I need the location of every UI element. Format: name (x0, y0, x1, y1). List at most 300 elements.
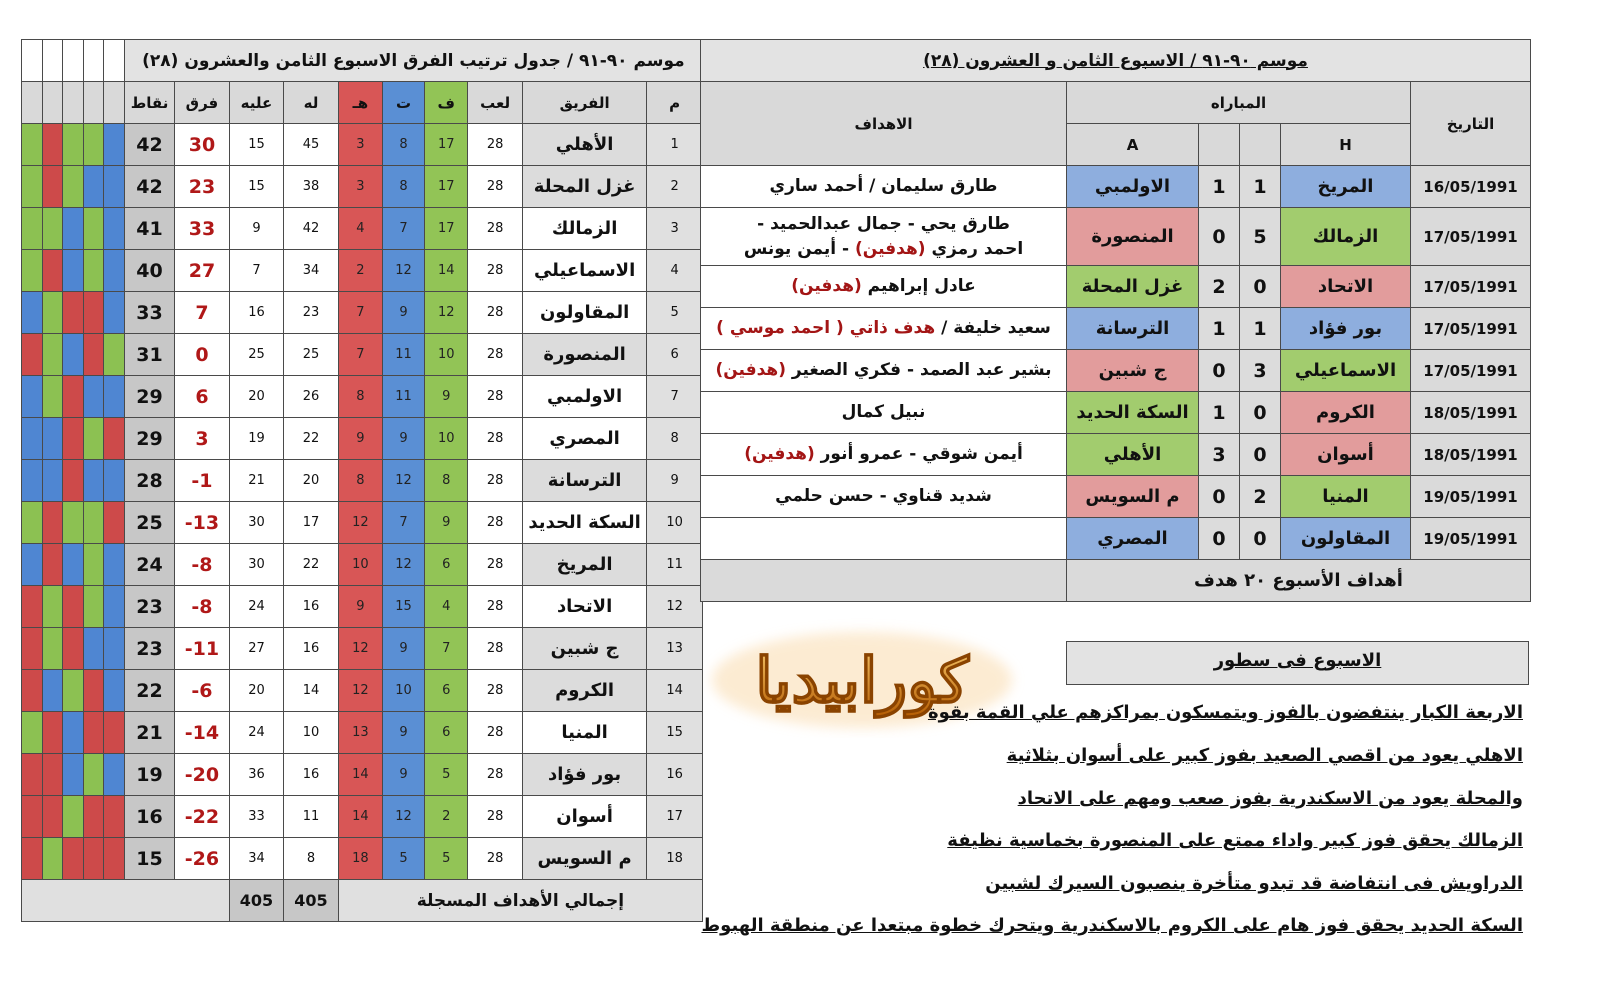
form-indicator (104, 628, 125, 670)
form-indicator (83, 628, 104, 670)
standings-row (22, 628, 703, 670)
header-date: التاريخ (1411, 82, 1531, 166)
form-indicator (63, 796, 84, 838)
team-won: 2 (425, 796, 468, 838)
team-played: 28 (468, 544, 523, 586)
team-won: 6 (425, 712, 468, 754)
headline-3: والمحلة يعود من الاسكندرية بفوز صعب ومهم على الاتحاد (1017, 788, 1523, 809)
standings-row (22, 796, 703, 838)
team-points: 23 (124, 628, 174, 670)
team-drawn: 9 (382, 292, 424, 334)
home-team: المريخ (1281, 166, 1411, 208)
match-date: 16/05/1991 (1411, 166, 1531, 208)
match-row (701, 434, 1531, 476)
form-indicator (63, 670, 84, 712)
team-goals-against: 16 (229, 292, 284, 334)
team-name: الاولمبي (522, 376, 646, 418)
team-won: 5 (425, 754, 468, 796)
logo-text: كورابيديا (755, 644, 969, 717)
team-played: 28 (468, 796, 523, 838)
standings-row (22, 166, 703, 208)
match-goals (701, 518, 1067, 560)
team-won: 6 (425, 670, 468, 712)
team-goals-for: 23 (284, 292, 339, 334)
team-lost: 3 (338, 166, 382, 208)
form-indicator (22, 418, 43, 460)
team-name: الاسماعيلي (522, 250, 646, 292)
header-against: عليه (229, 82, 284, 124)
team-name: الاتحاد (522, 586, 646, 628)
header-home-score (1240, 124, 1281, 166)
team-lost: 12 (338, 502, 382, 544)
form-indicator (42, 628, 63, 670)
standings-row (22, 208, 703, 250)
team-goals-against: 25 (229, 334, 284, 376)
team-drawn: 10 (382, 670, 424, 712)
standings-row (22, 250, 703, 292)
week-in-lines-title: الاسبوع فى سطور (1213, 650, 1382, 671)
form-indicator (104, 376, 125, 418)
form-indicator (22, 586, 43, 628)
form-indicator (42, 166, 63, 208)
team-won: 5 (425, 838, 468, 880)
form-indicator (63, 292, 84, 334)
team-goals-for: 11 (284, 796, 339, 838)
match-row (701, 392, 1531, 434)
form-indicator (104, 670, 125, 712)
goals-text: أيمن شوقي - عمرو أنور (814, 444, 1023, 465)
team-name: الأهلي (522, 124, 646, 166)
goals-highlight-line2: (هدفين) (855, 238, 926, 259)
match-date: 19/05/1991 (1411, 476, 1531, 518)
team-goal-diff: -11 (175, 628, 230, 670)
standings-row (22, 376, 703, 418)
team-played: 28 (468, 712, 523, 754)
team-goal-diff: 27 (175, 250, 230, 292)
standings-row (22, 712, 703, 754)
team-goals-against: 24 (229, 586, 284, 628)
team-drawn: 9 (382, 628, 424, 670)
form-indicator (22, 334, 43, 376)
team-goals-against: 36 (229, 754, 284, 796)
form-indicator (83, 544, 104, 586)
team-name: المصري (522, 418, 646, 460)
standings-table (21, 39, 703, 922)
standings-row (22, 586, 703, 628)
team-name: الزمالك (522, 208, 646, 250)
form-indicator (63, 628, 84, 670)
team-drawn: 7 (382, 502, 424, 544)
form-header-cell (42, 82, 63, 124)
team-goal-diff: 7 (175, 292, 230, 334)
home-team: المقاولون (1281, 518, 1411, 560)
team-won: 17 (425, 208, 468, 250)
form-indicator (63, 418, 84, 460)
team-goals-for: 34 (284, 250, 339, 292)
standings-total-row (22, 880, 703, 922)
match-row (701, 166, 1531, 208)
header-rank: م (647, 82, 703, 124)
header-team: الفريق (522, 82, 646, 124)
team-drawn: 11 (382, 334, 424, 376)
team-goal-diff: -6 (175, 670, 230, 712)
headline-6: السكة الحديد يحقق فوز هام على الكروم بالاسكندرية ويتحرك خطوة مبتعدا عن منطقة الهبوط (701, 915, 1523, 936)
standings-row (22, 124, 703, 166)
form-indicator (22, 460, 43, 502)
goals-highlight: (هدفين) (791, 276, 862, 297)
team-drawn: 8 (382, 124, 424, 166)
team-goals-for: 22 (284, 544, 339, 586)
form-header-cell (63, 40, 84, 82)
team-goal-diff: -1 (175, 460, 230, 502)
team-points: 42 (124, 166, 174, 208)
form-indicator (83, 796, 104, 838)
team-goal-diff: 3 (175, 418, 230, 460)
form-header-cell (83, 82, 104, 124)
standings-row (22, 502, 703, 544)
team-lost: 2 (338, 250, 382, 292)
team-rank: 18 (647, 838, 703, 880)
team-goals-for: 25 (284, 334, 339, 376)
home-score: 1 (1240, 308, 1281, 350)
form-indicator (42, 418, 63, 460)
away-team: المصري (1067, 518, 1199, 560)
team-rank: 15 (647, 712, 703, 754)
form-indicator (42, 838, 63, 880)
team-rank: 17 (647, 796, 703, 838)
team-won: 10 (425, 418, 468, 460)
team-points: 41 (124, 208, 174, 250)
team-won: 17 (425, 124, 468, 166)
match-goals (701, 434, 1067, 476)
team-lost: 8 (338, 376, 382, 418)
week-goals: أهداف الأسبوع ٢٠ هدف (1067, 560, 1531, 602)
team-played: 28 (468, 838, 523, 880)
standings-row (22, 418, 703, 460)
form-indicator (22, 754, 43, 796)
form-indicator (22, 208, 43, 250)
form-indicator (83, 460, 104, 502)
team-drawn: 9 (382, 418, 424, 460)
team-goals-for: 8 (284, 838, 339, 880)
match-date: 17/05/1991 (1411, 208, 1531, 266)
team-rank: 13 (647, 628, 703, 670)
form-indicator (42, 460, 63, 502)
team-goals-for: 10 (284, 712, 339, 754)
team-goal-diff: 0 (175, 334, 230, 376)
match-date: 17/05/1991 (1411, 350, 1531, 392)
standings-row (22, 292, 703, 334)
away-score: 1 (1199, 392, 1240, 434)
team-name: المقاولون (522, 292, 646, 334)
team-goals-for: 22 (284, 418, 339, 460)
form-indicator (104, 418, 125, 460)
match-date: 18/05/1991 (1411, 392, 1531, 434)
team-points: 42 (124, 124, 174, 166)
team-lost: 13 (338, 712, 382, 754)
headline-4: الزمالك يحقق فوز كبير واداء ممتع على المنصورة بخماسية نظيفة (947, 830, 1523, 851)
standings-row (22, 460, 703, 502)
form-indicator (63, 166, 84, 208)
home-score: 0 (1240, 434, 1281, 476)
total-against: 405 (229, 880, 284, 922)
team-goals-for: 45 (284, 124, 339, 166)
form-indicator (22, 838, 43, 880)
team-rank: 11 (647, 544, 703, 586)
match-row (701, 266, 1531, 308)
form-indicator (42, 502, 63, 544)
team-goal-diff: -8 (175, 586, 230, 628)
team-won: 7 (425, 628, 468, 670)
header-drawn: ت (382, 82, 424, 124)
team-lost: 18 (338, 838, 382, 880)
match-goals (701, 208, 1067, 266)
home-score: 1 (1240, 166, 1281, 208)
team-lost: 9 (338, 586, 382, 628)
team-rank: 3 (647, 208, 703, 250)
team-drawn: 12 (382, 460, 424, 502)
form-indicator (63, 544, 84, 586)
away-score: 0 (1199, 518, 1240, 560)
team-played: 28 (468, 754, 523, 796)
results-title: موسم ٩٠-٩١ / الاسبوع الثامن و العشرون (٢٨) (701, 40, 1531, 82)
goals-highlight: (هدفين) (715, 360, 786, 381)
headline-5: الدراويش فى انتفاضة قد تبدو متأخرة ينصبون السيرك لشبين (985, 873, 1523, 894)
team-points: 24 (124, 544, 174, 586)
away-team: الترسانة (1067, 308, 1199, 350)
form-indicator (42, 250, 63, 292)
form-indicator (83, 250, 104, 292)
team-rank: 2 (647, 166, 703, 208)
team-lost: 14 (338, 754, 382, 796)
home-team: الزمالك (1281, 208, 1411, 266)
standings-row (22, 334, 703, 376)
team-name: بور فؤاد (522, 754, 646, 796)
goals-text: طارق يحي - جمال عبدالحميد - (757, 213, 1010, 234)
form-indicator (83, 334, 104, 376)
form-header-cell (83, 40, 104, 82)
team-rank: 6 (647, 334, 703, 376)
form-indicator (83, 838, 104, 880)
team-goal-diff: -13 (175, 502, 230, 544)
team-lost: 12 (338, 628, 382, 670)
team-played: 28 (468, 166, 523, 208)
form-header-cell (42, 40, 63, 82)
away-team: ج شبين (1067, 350, 1199, 392)
form-header-cell (104, 40, 125, 82)
team-rank: 14 (647, 670, 703, 712)
team-goals-for: 14 (284, 670, 339, 712)
team-name: المنصورة (522, 334, 646, 376)
form-indicator (83, 124, 104, 166)
team-played: 28 (468, 628, 523, 670)
team-points: 28 (124, 460, 174, 502)
form-indicator (83, 418, 104, 460)
team-goals-against: 21 (229, 460, 284, 502)
goals-text: سعيد خليفة / (935, 318, 1051, 339)
team-played: 28 (468, 334, 523, 376)
header-for: له (284, 82, 339, 124)
week-in-lines-box (1066, 641, 1529, 685)
total-label: إجمالي الأهداف المسجلة (338, 880, 702, 922)
team-lost: 14 (338, 796, 382, 838)
away-score: 0 (1199, 208, 1240, 266)
match-goals (701, 392, 1067, 434)
team-goal-diff: -26 (175, 838, 230, 880)
team-points: 22 (124, 670, 174, 712)
team-won: 10 (425, 334, 468, 376)
match-row (701, 476, 1531, 518)
team-drawn: 9 (382, 754, 424, 796)
week-goals-row (701, 560, 1531, 602)
form-indicator (104, 292, 125, 334)
team-rank: 5 (647, 292, 703, 334)
away-score: 2 (1199, 266, 1240, 308)
team-goals-against: 27 (229, 628, 284, 670)
team-won: 14 (425, 250, 468, 292)
team-won: 9 (425, 502, 468, 544)
team-won: 17 (425, 166, 468, 208)
team-name: م السويس (522, 838, 646, 880)
team-goals-for: 16 (284, 754, 339, 796)
form-indicator (42, 376, 63, 418)
team-points: 19 (124, 754, 174, 796)
away-team: المنصورة (1067, 208, 1199, 266)
home-score: 0 (1240, 518, 1281, 560)
form-indicator (104, 334, 125, 376)
team-goals-for: 16 (284, 628, 339, 670)
team-goals-against: 19 (229, 418, 284, 460)
match-date: 17/05/1991 (1411, 266, 1531, 308)
goals-text: نبيل كمال (841, 402, 926, 423)
team-goal-diff: 6 (175, 376, 230, 418)
standings-row (22, 544, 703, 586)
team-drawn: 15 (382, 586, 424, 628)
team-goal-diff: -22 (175, 796, 230, 838)
home-team: الاسماعيلي (1281, 350, 1411, 392)
form-indicator (83, 292, 104, 334)
form-indicator (42, 586, 63, 628)
team-rank: 12 (647, 586, 703, 628)
team-goal-diff: -8 (175, 544, 230, 586)
team-name: السكة الحديد (522, 502, 646, 544)
team-won: 12 (425, 292, 468, 334)
form-indicator (22, 712, 43, 754)
goals-highlight: (هدفين) (744, 444, 815, 465)
team-goals-against: 7 (229, 250, 284, 292)
form-indicator (63, 334, 84, 376)
form-indicator (63, 376, 84, 418)
form-indicator (22, 124, 43, 166)
team-drawn: 7 (382, 208, 424, 250)
week-goals-blank (701, 560, 1067, 602)
match-goals (701, 166, 1067, 208)
form-indicator (22, 502, 43, 544)
away-score: 3 (1199, 434, 1240, 476)
form-indicator (22, 250, 43, 292)
match-row (701, 350, 1531, 392)
standings-title: موسم ٩٠-٩١ / جدول ترتيب الفرق الاسبوع الثامن والعشرون (٢٨) (124, 40, 702, 82)
match-goals (701, 350, 1067, 392)
headline-1: الاربعة الكبار ينتفضون بالفوز ويتمسكون بمراكزهم علي القمة بقوة (927, 702, 1523, 723)
team-name: المنيا (522, 712, 646, 754)
header-won: ف (425, 82, 468, 124)
form-indicator (104, 208, 125, 250)
header-diff: فرق (175, 82, 230, 124)
team-name: غزل المحلة (522, 166, 646, 208)
away-team: م السويس (1067, 476, 1199, 518)
form-indicator (42, 334, 63, 376)
team-rank: 1 (647, 124, 703, 166)
team-points: 29 (124, 418, 174, 460)
match-row (701, 308, 1531, 350)
team-rank: 10 (647, 502, 703, 544)
header-goals: الاهداف (701, 82, 1067, 166)
form-indicator (42, 670, 63, 712)
home-team: بور فؤاد (1281, 308, 1411, 350)
header-match: المباراه (1067, 82, 1411, 124)
form-indicator (22, 670, 43, 712)
team-played: 28 (468, 586, 523, 628)
team-points: 31 (124, 334, 174, 376)
form-indicator (22, 796, 43, 838)
team-played: 28 (468, 502, 523, 544)
team-goal-diff: -20 (175, 754, 230, 796)
form-indicator (63, 586, 84, 628)
form-indicator (104, 796, 125, 838)
form-indicator (63, 460, 84, 502)
home-score: 5 (1240, 208, 1281, 266)
team-goals-for: 42 (284, 208, 339, 250)
form-indicator (104, 838, 125, 880)
match-date: 18/05/1991 (1411, 434, 1531, 476)
team-rank: 9 (647, 460, 703, 502)
team-won: 8 (425, 460, 468, 502)
team-points: 25 (124, 502, 174, 544)
team-drawn: 5 (382, 838, 424, 880)
goals-text: شديد قناوي - حسن حلمي (775, 486, 992, 507)
team-goals-for: 17 (284, 502, 339, 544)
team-goals-for: 20 (284, 460, 339, 502)
team-points: 33 (124, 292, 174, 334)
team-points: 16 (124, 796, 174, 838)
home-score: 2 (1240, 476, 1281, 518)
form-indicator (42, 712, 63, 754)
form-indicator (104, 754, 125, 796)
form-indicator (83, 502, 104, 544)
form-indicator (22, 544, 43, 586)
home-score: 3 (1240, 350, 1281, 392)
team-won: 9 (425, 376, 468, 418)
home-team: أسوان (1281, 434, 1411, 476)
header-played: لعب (468, 82, 523, 124)
team-name: أسوان (522, 796, 646, 838)
team-name: الكروم (522, 670, 646, 712)
goals-text: طارق سليمان / أحمد ساري (769, 176, 998, 197)
team-played: 28 (468, 376, 523, 418)
header-home: H (1281, 124, 1411, 166)
form-indicator (104, 544, 125, 586)
team-goals-against: 20 (229, 376, 284, 418)
form-indicator (63, 208, 84, 250)
form-header-cell (22, 82, 43, 124)
team-won: 4 (425, 586, 468, 628)
form-indicator (83, 208, 104, 250)
team-goals-against: 9 (229, 208, 284, 250)
match-row (701, 208, 1531, 266)
team-played: 28 (468, 418, 523, 460)
team-goals-against: 30 (229, 544, 284, 586)
